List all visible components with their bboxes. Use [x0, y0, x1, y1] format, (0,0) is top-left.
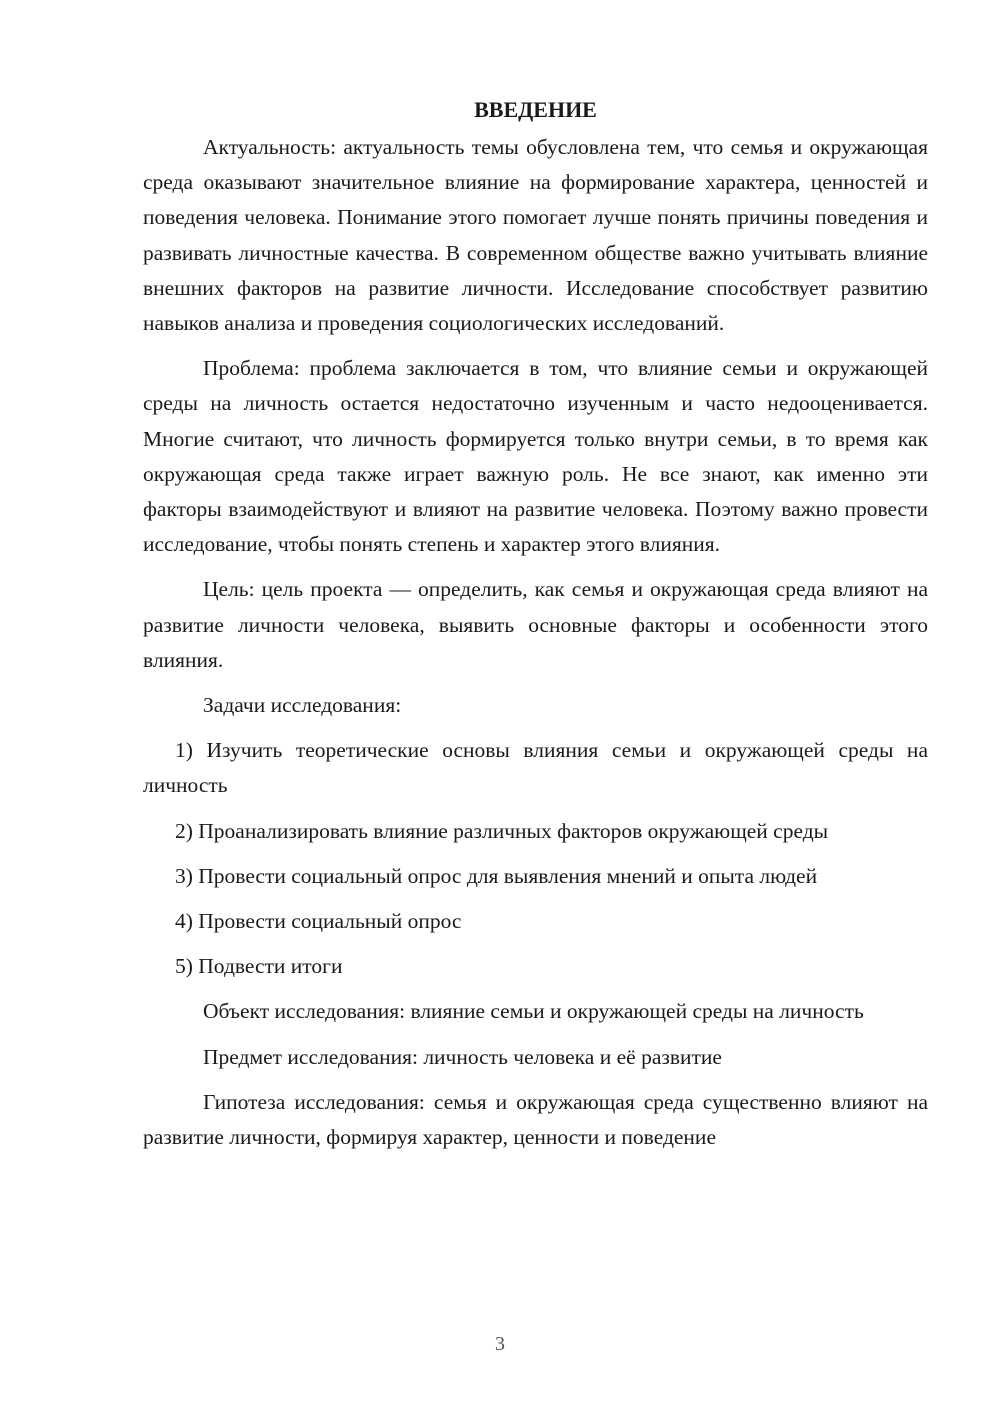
- task-item-1: 1) Изучить теоретические основы влияния семьи и окружающей среды на личность: [143, 738, 928, 798]
- task-item-5: 5) Подвести итоги: [175, 954, 343, 979]
- goal-paragraph: Цель: цель проекта — определить, как семья и окружающая среда влияют на развитие личности человека, выявить основные факторы и особенности этого влияния.: [143, 577, 928, 672]
- tasks-heading: Задачи исследования:: [203, 693, 402, 718]
- research-subject-paragraph: Предмет исследования: личность человека и её развитие: [203, 1044, 722, 1069]
- problem-paragraph: Проблема: проблема заключается в том, что влияние семьи и окружающей среды на личность остается недостаточно изученным и часто недооценивается. Многие считают, что личность формируется только внутри семьи, в то время как окружающая среда также играет важную роль. Не все знают, как именно эти факторы взаимодействуют и влияют на развитие человека. Поэтому важно провести исследование, чтобы понять степень и характер этого влияния.: [143, 356, 928, 557]
- page-number: 3: [495, 1333, 505, 1355]
- task-item-4: 4) Провести социальный опрос: [175, 909, 462, 934]
- hypothesis-paragraph: Гипотеза исследования: семья и окружающая среда существенно влияют на развитие личности, формируя характер, ценности и поведение: [143, 1089, 928, 1150]
- document-page: [143, 94, 928, 1165]
- section-title: ВВЕДЕНИЕ: [474, 97, 597, 122]
- task-item-3: 3) Провести социальный опрос для выявления мнений и опыта людей: [175, 863, 818, 888]
- research-object-paragraph: Объект исследования: влияние семьи и окружающей среды на личность: [203, 999, 864, 1024]
- task-item-2: 2) Проанализировать влияние различных факторов окружающей среды: [175, 818, 829, 843]
- relevance-paragraph: Актуальность: актуальность темы обусловлена тем, что семья и окружающая среда оказывают значительное влияние на формирование характера, ценностей и поведения человека. Понимание этого помогает лучше понять причины поведения и развивать личностные качества. В современном обществе важно учитывать влияние внешних факторов на развитие личности. Исследование способствует развитию навыков анализа и проведения социологических исследований.: [143, 135, 928, 336]
